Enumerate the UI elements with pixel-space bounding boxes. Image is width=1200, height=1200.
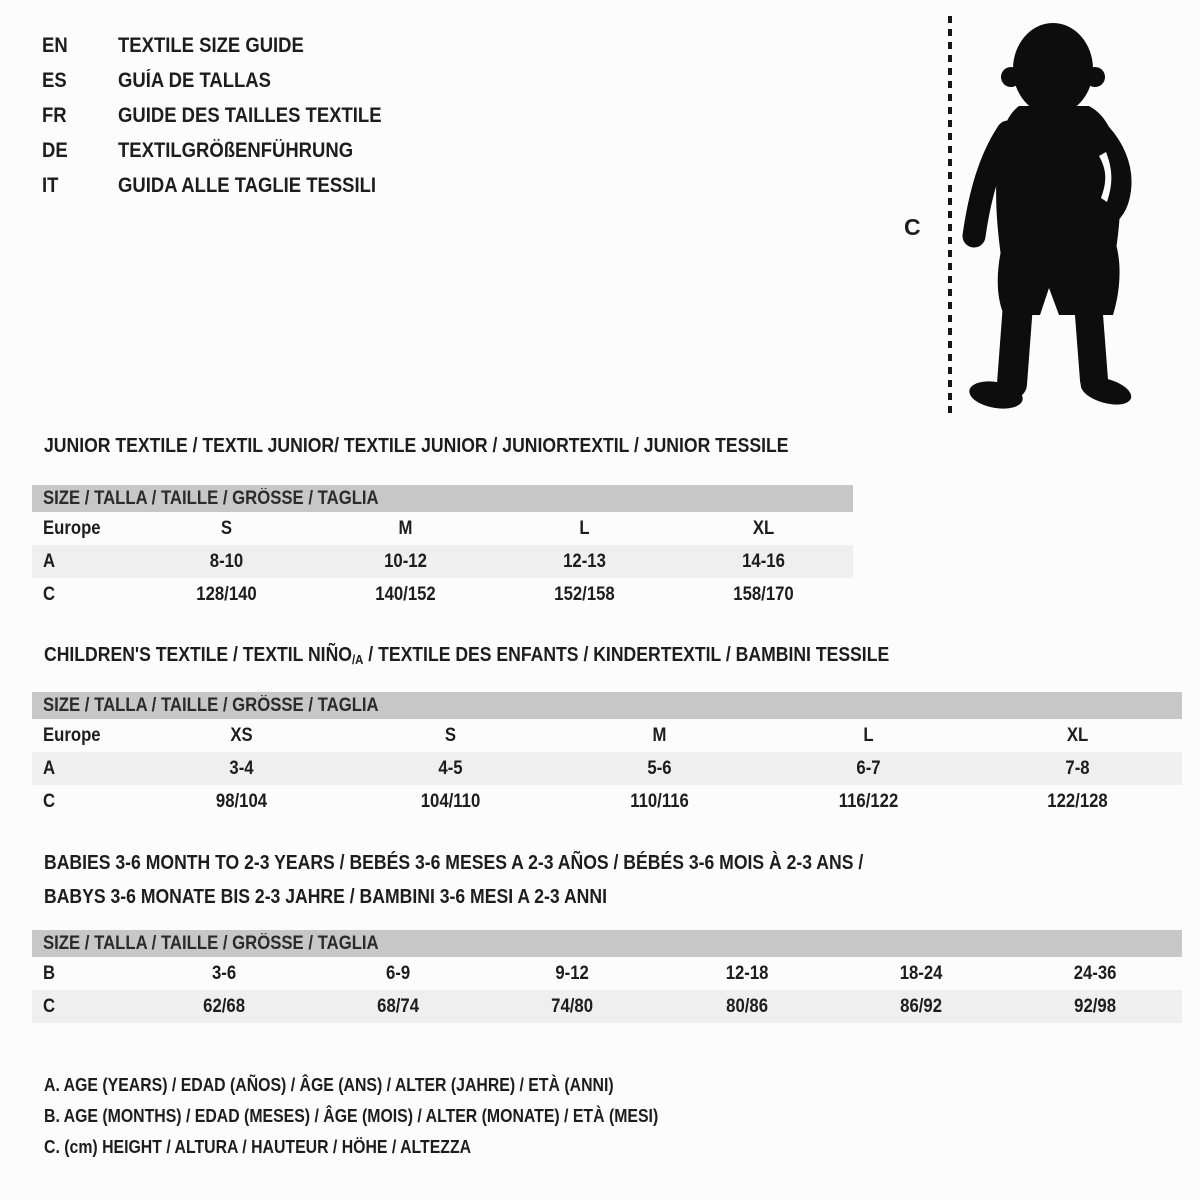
height-measure-dashed-line [948,16,952,415]
legend-line-a: A. AGE (YEARS) / EDAD (AÑOS) / ÂGE (ANS) / ALTER (JAHRE) / ETÀ (ANNI) [44,1075,614,1095]
cell: 62/68 [203,995,246,1017]
cell: 68/74 [377,995,420,1017]
cell: M [652,724,667,746]
table-row [32,545,853,578]
lang-code: IT [42,173,59,197]
children-size-table [32,692,1182,818]
cell: XS [230,724,253,746]
cell: 128/140 [196,583,257,605]
cell: 14-16 [742,550,785,572]
lang-code: EN [42,33,68,57]
cell: S [220,517,233,539]
cell: M [398,517,413,539]
cell: 140/152 [375,583,436,605]
legend-line-b: B. AGE (MONTHS) / EDAD (MESES) / ÂGE (MOIS) / ALTER (MONATE) / ETÀ (MESI) [44,1106,659,1126]
cell: 7-8 [1065,757,1090,779]
table-row [32,578,853,611]
size-header-bar: SIZE / TALLA / TAILLE / GRÖSSE / TAGLIA [32,930,1182,957]
legend [44,1070,742,1163]
table-row [32,512,853,545]
cell: 110/116 [630,790,689,812]
table-row [32,752,1182,785]
table-row [32,990,1182,1023]
row-label: B [43,962,56,984]
row-label: C [43,790,56,812]
cell: 152/158 [554,583,615,605]
cell: 9-12 [555,962,590,984]
lang-row-en [42,28,417,63]
row-label: Europe [43,517,101,539]
lang-code: FR [42,103,67,127]
toddler-silhouette-icon [956,14,1138,416]
lang-title: GUIDE DES TAILLES TEXTILE [118,103,382,127]
lang-row-es [42,63,417,98]
legend-line-c: C. (cm) HEIGHT / ALTURA / HAUTEUR / HÖHE / ALTEZZA [44,1137,472,1157]
cell: 122/128 [1047,790,1108,812]
size-header-bar: SIZE / TALLA / TAILLE / GRÖSSE / TAGLIA [32,485,853,512]
cell: 3-4 [229,757,254,779]
cell: 98/104 [215,790,268,812]
lang-title: GUIDA ALLE TAGLIE TESSILI [118,173,377,197]
cell: 74/80 [551,995,594,1017]
title-subscript: /A [351,652,364,667]
row-label: Europe [43,724,101,746]
babies-size-table [32,930,1182,1023]
lang-title: TEXTILE SIZE GUIDE [118,33,304,57]
cell: 86/92 [899,995,942,1017]
language-title-list [42,28,417,203]
cell: 6-9 [386,962,411,984]
size-header-bar: SIZE / TALLA / TAILLE / GRÖSSE / TAGLIA [32,692,1182,719]
cell: 92/98 [1074,995,1116,1017]
table-row [32,785,1182,818]
cell: XL [1066,724,1089,746]
cell: 24-36 [1073,962,1117,984]
lang-row-fr [42,98,417,133]
babies-section-title: BABIES 3-6 MONTH TO 2-3 YEARS / BEBÉS 3-6 MESES A 2-3 AÑOS / BÉBÉS 3-6 MOIS À 2-3 ANS / BABYS 3-6 MONATE BIS 2-3 JAHRE / BAMBINI 3-6 MESI A 2-3 ANNI [44,852,864,908]
height-measure-label: C [904,214,921,240]
cell: 104/110 [420,790,481,812]
children-section-title: CHILDREN'S TEXTILE / TEXTIL $NIÑO_{/A}$ / TEXTILE DES ENFANTS / KINDERTEXTIL / BAMBINI TESSILE [44,644,890,667]
junior-size-table [32,485,853,611]
row-label: A [43,757,56,779]
table-row [32,957,1182,990]
lang-row-it [42,168,417,203]
cell: 12-18 [725,962,768,984]
cell: 6-7 [856,757,881,779]
cell: 4-5 [438,757,463,779]
row-label: C [43,583,56,605]
cell: 10-12 [384,550,427,572]
lang-title: TEXTILGRÖßENFÜHRUNG [118,138,354,162]
cell: 12-13 [563,550,606,572]
table-row [32,719,1182,752]
row-label: A [43,550,56,572]
cell: 8-10 [209,550,244,572]
lang-title: GUÍA DE TALLAS [118,68,271,92]
lang-code: DE [42,138,68,162]
cell: XL [752,517,775,539]
cell: L [863,724,874,746]
cell: 80/86 [725,995,768,1017]
row-label: C [43,995,56,1017]
lang-row-de [42,133,417,168]
cell: 18-24 [899,962,943,984]
junior-section-title: JUNIOR TEXTILE / TEXTIL JUNIOR/ TEXTILE JUNIOR / JUNIORTEXTIL / JUNIOR TESSILE [44,435,789,457]
cell: S [444,724,457,746]
cell: 116/122 [838,790,899,812]
lang-code: ES [42,68,67,92]
cell: 5-6 [647,757,672,779]
cell: 158/170 [733,583,794,605]
cell: 3-6 [211,962,237,984]
cell: L [579,517,590,539]
